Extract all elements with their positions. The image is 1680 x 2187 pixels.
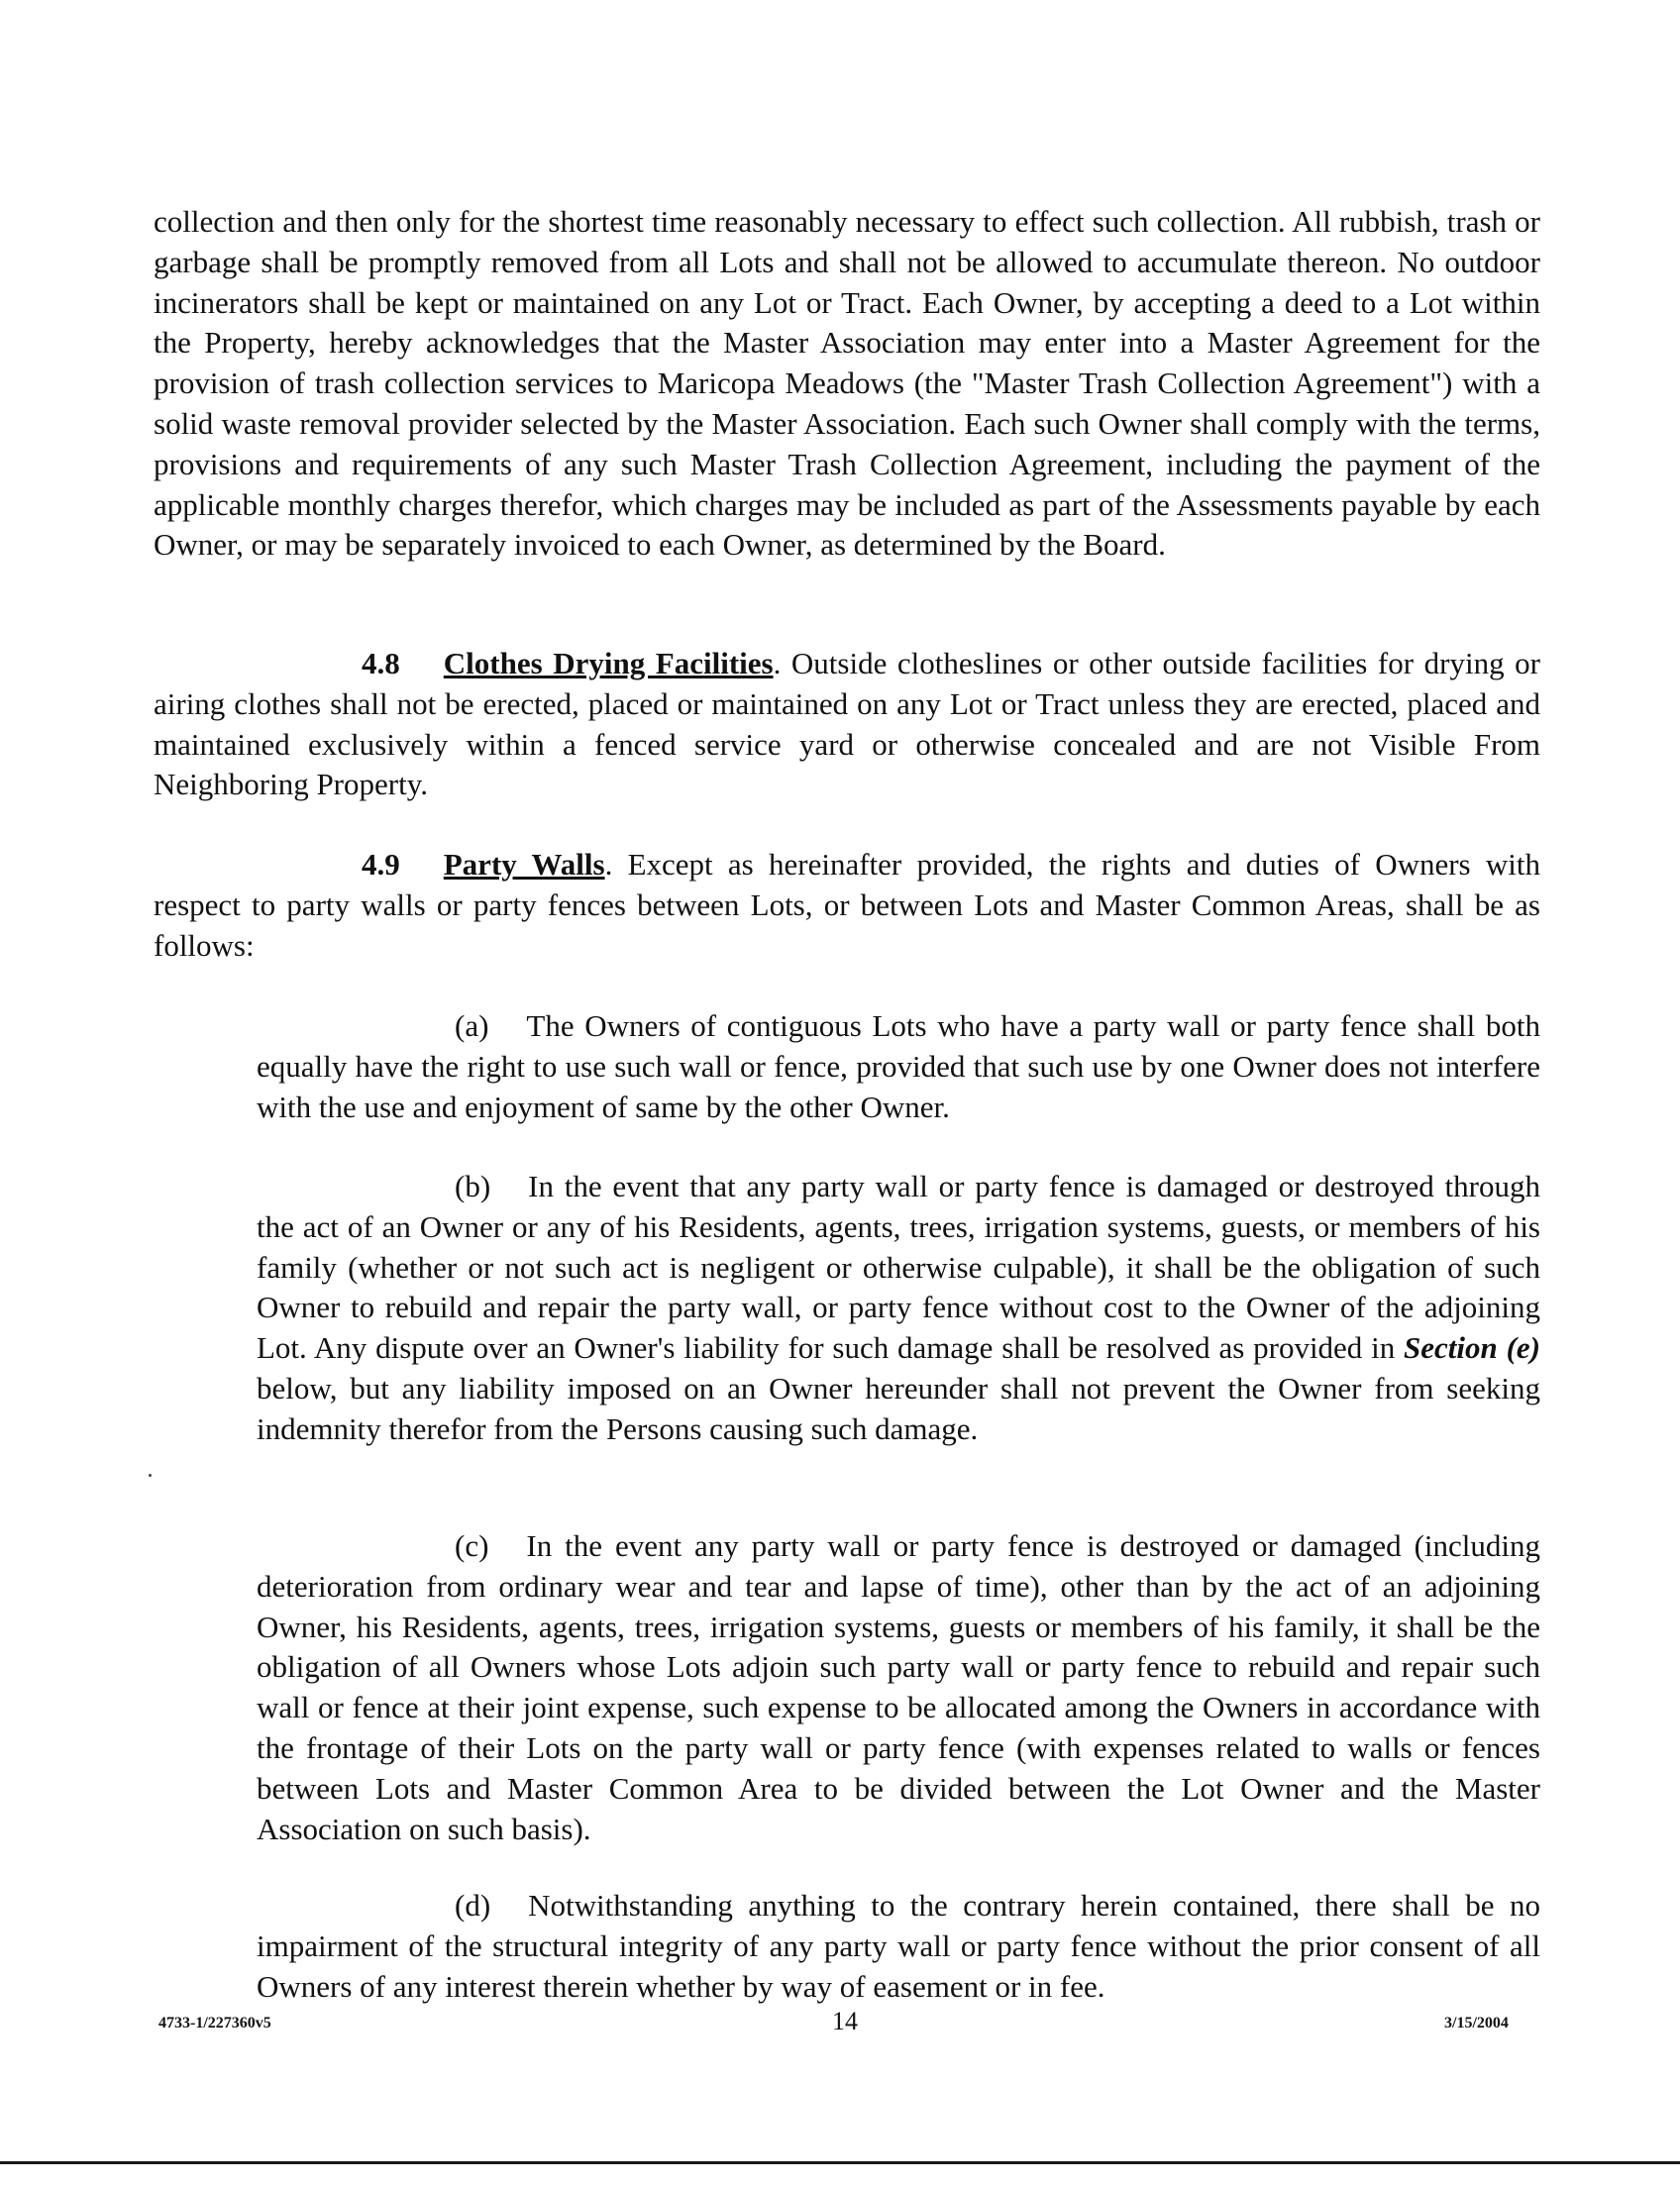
section-4-8-number: 4.8 [362, 646, 400, 680]
subsection-c [257, 1526, 1540, 1849]
subsection-d-text: Notwithstanding anything to the contrary herein contained, there shall be no impairment of the structural integrity of any party wall or party fence without the prior consent of all Owners of any interest therein whether by way of easement or in fee. [257, 1888, 1540, 2004]
subsection-a-label: (a) [455, 1008, 489, 1043]
subsection-b-label: (b) [455, 1169, 491, 1203]
opening-paragraph: collection and then only for the shortest time reasonably necessary to effect such collection. All rubbish, trash or garbage shall be promptly removed from all Lots and shall not be allowed to accumulate thereon. No outdoor incinerators shall be kept or maintained on any Lot or Tract. Each Owner, by accepting a deed to a Lot within the Property, hereby acknowledges that the Master Association may enter into a Master Agreement for the provision of trash collection services to Maricopa Meadows (the "Master Trash Collection Agreement") with a solid waste removal provider selected by the Master Association. Each such Owner shall comply with the terms, provisions and requirements of any such Master Trash Collection Agreement, including the payment of the applicable monthly charges therefor, which charges may be included as part of the Assessments payable by each Owner, or may be separately invoiced to each Owner, as determined by the Board. [154, 204, 1540, 563]
subsection-a [257, 1006, 1540, 1127]
scan-speck [149, 1474, 152, 1477]
subsection-d-label: (d) [455, 1888, 491, 1923]
subsection-b-text-after: below, but any liability imposed on an Owner hereunder shall not prevent the Owner from seeking indemnity therefor from the Persons causing such damage. [257, 1370, 1540, 1446]
section-4-9-paragraph [154, 845, 1540, 966]
subsection-b-reference: Section (e) [1404, 1330, 1540, 1366]
footer-page-number: 14 [832, 2007, 858, 2035]
footer-date: 3/15/2004 [1444, 2015, 1509, 2031]
subsection-a-text: The Owners of contiguous Lots who have a party wall or party fence shall both equally have the right to use such wall or fence, provided that such use by one Owner does not interfere with the use and enjoyment of same by the other Owner. [257, 1008, 1540, 1124]
bottom-rule [0, 2161, 1680, 2164]
subsection-b-text-before: In the event that any party wall or party fence is damaged or destroyed through the act of an Owner or any of his Residents, agents, trees, irrigation systems, guests, or members of his family (whether or not such act is negligent or otherwise culpable), it shall be the obligation of such Owner to rebuild and repair the party wall, or party fence without cost to the Owner of the adjoining Lot. Any dispute over an Owner's liability for such damage shall be resolved as provided in [257, 1169, 1540, 1366]
footer-doc-id: 4733-1/227360v5 [158, 2015, 271, 2031]
section-4-8-title: Clothes Drying Facilities [443, 646, 774, 680]
section-4-8-body: . Outside clotheslines or other outside facilities for drying or airing clothes shall not be erected, placed or maintained on any Lot or Tract unless they are erected, placed and maintained exclusively within a fenced service yard or otherwise concealed and are not Visible From Neighboring Property. [154, 646, 1540, 802]
section-4-8-paragraph [154, 644, 1540, 805]
subsection-d [257, 1886, 1540, 2007]
section-4-9-title: Party Walls [443, 847, 605, 882]
subsection-c-text: In the event any party wall or party fence is destroyed or damaged (including deterioration from ordinary wear and tear and lapse of time), other than by the act of an adjoining Owner, his Residents, agents, trees, irrigation systems, guests or members of his family, it shall be the obligation of all Owners whose Lots adjoin such party wall or party fence to rebuild and repair such wall or fence at their joint expense, such expense to be allocated among the Owners in accordance with the frontage of their Lots on the party wall or party fence (with expenses related to walls or fences between Lots and Master Common Area to be divided between the Lot Owner and the Master Association on such basis). [257, 1528, 1540, 1846]
subsection-c-label: (c) [455, 1528, 489, 1563]
subsection-b [257, 1167, 1540, 1450]
section-4-9-number: 4.9 [362, 847, 400, 882]
section-4-9-body: . Except as hereinafter provided, the rights and duties of Owners with respect to party walls or party fences between Lots, or between Lots and Master Common Areas, shall be as follows: [154, 847, 1540, 963]
